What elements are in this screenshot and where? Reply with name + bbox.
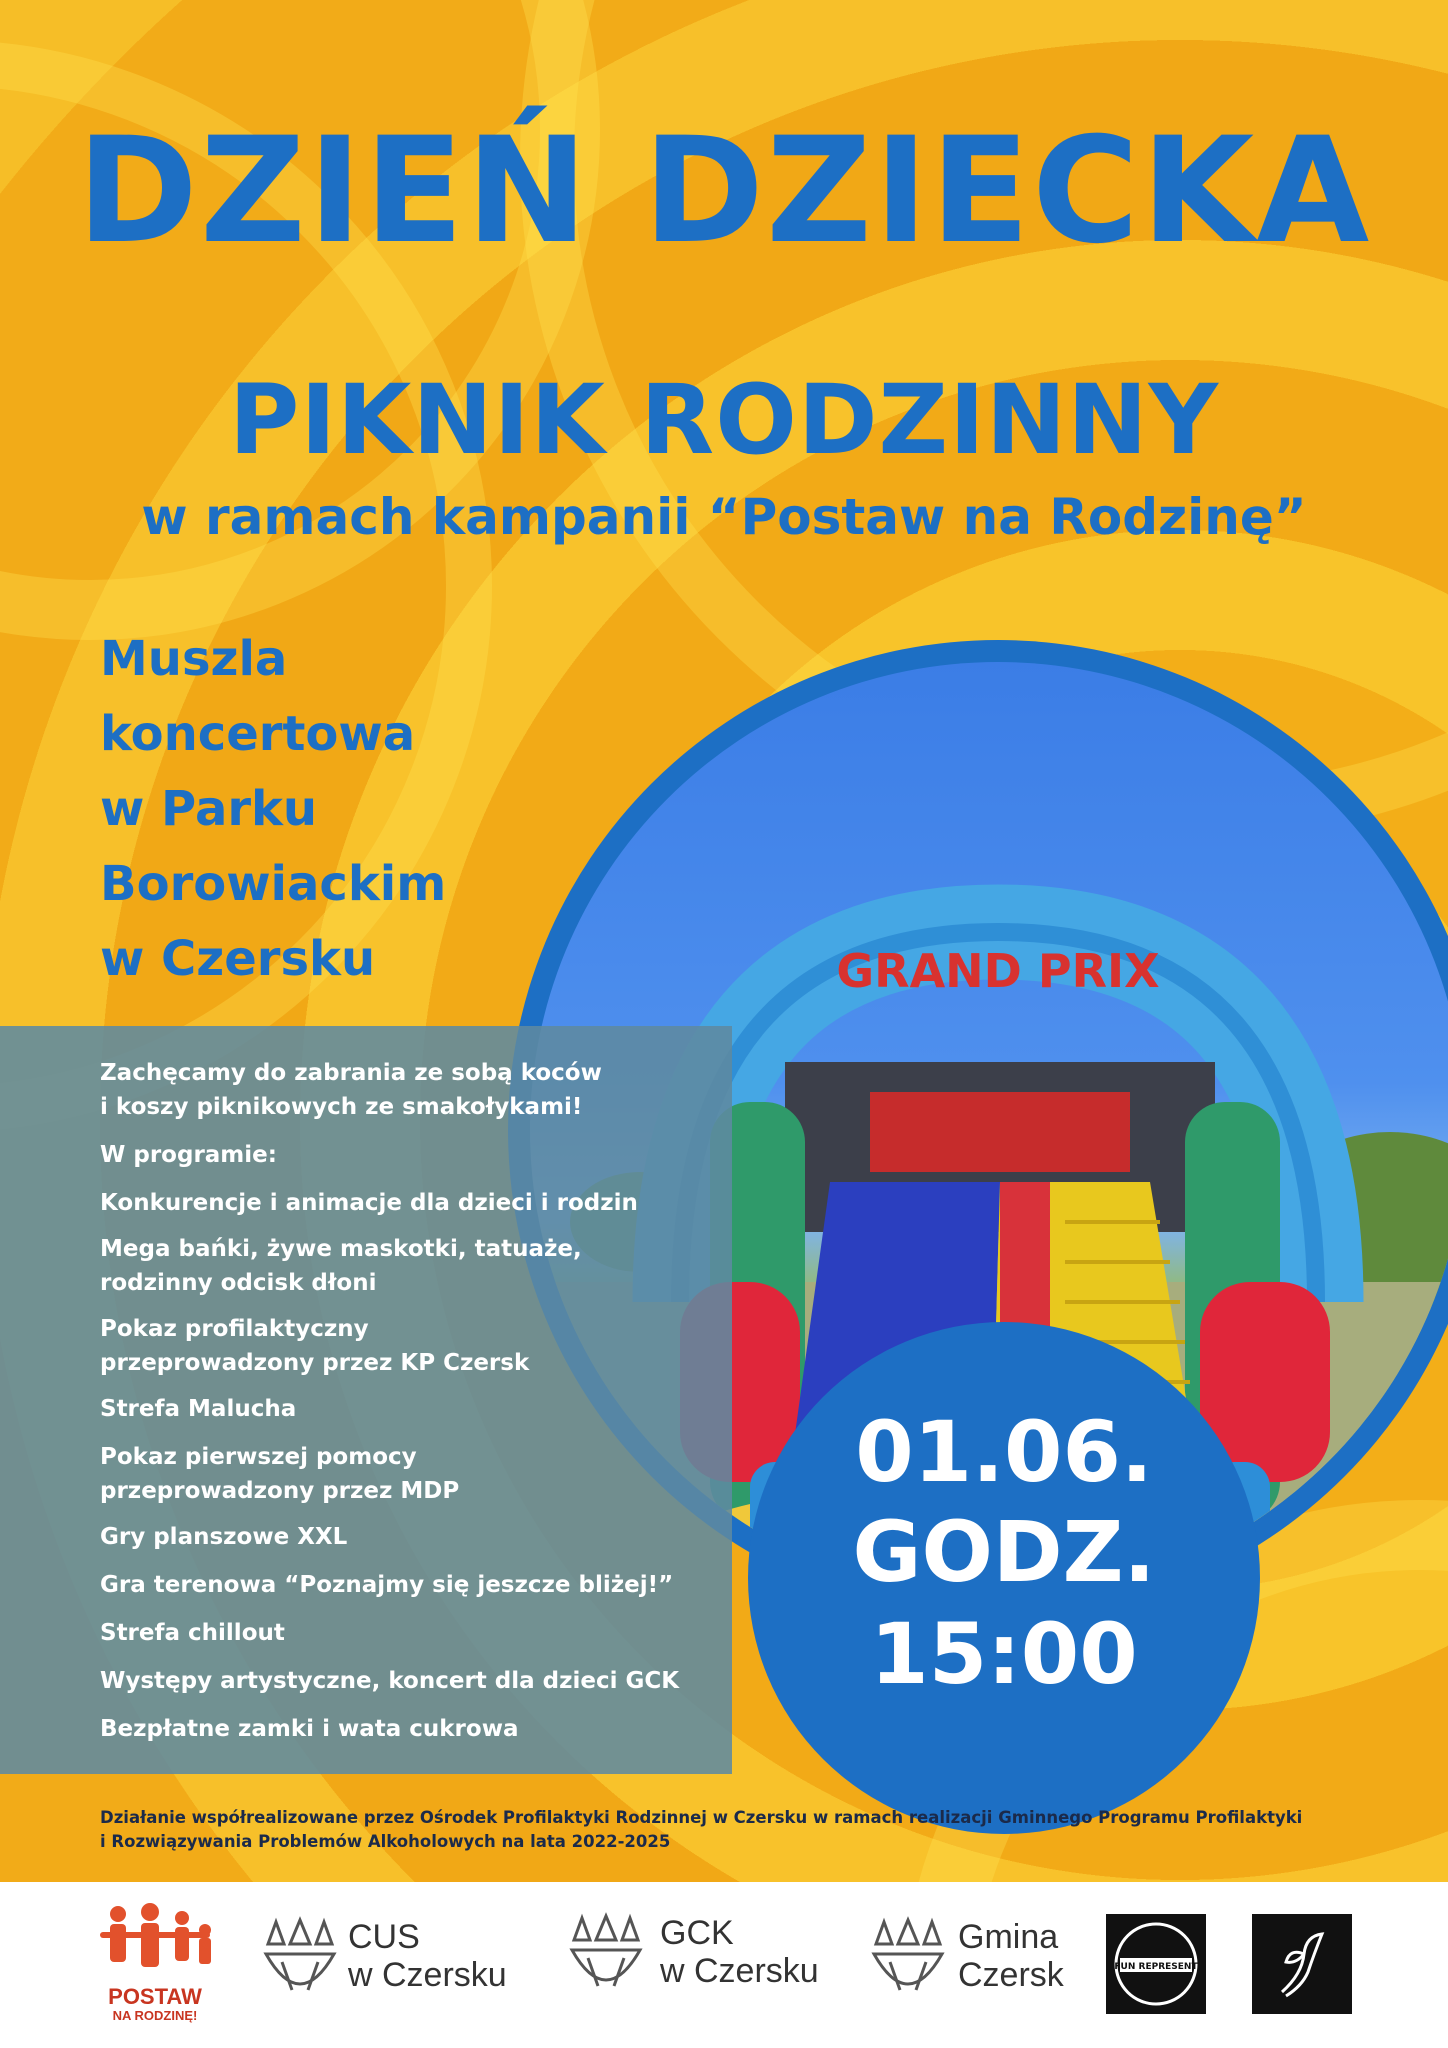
program-item	[100, 1568, 700, 1602]
event-time: 15:00	[870, 1605, 1138, 1703]
trees-crest-icon	[870, 1914, 946, 2004]
cus-logo-place: w Czersku	[348, 1956, 507, 1994]
program-item-line: Gry planszowe XXL	[100, 1524, 348, 1550]
postaw-logo-subtext: NA RODZINĘ!	[112, 2008, 198, 2023]
program-item-line: Konkurencje i animacje dla dzieci i rodzin	[100, 1190, 638, 1216]
program-item-line: Mega bańki, żywe maskotki, tatuaże,	[100, 1236, 582, 1262]
leaf-logo	[1252, 1914, 1352, 2014]
program-item	[100, 1440, 700, 1508]
program-item-line: Występy artystyczne, koncert dla dzieci GCK	[100, 1668, 680, 1694]
gmina-logo-name: Gmina	[958, 1918, 1059, 1956]
program-intro	[100, 1056, 700, 1124]
venue-line: w Czersku	[100, 931, 376, 987]
funding-note-line: Działanie współrealizowane przez Ośrodek Profilaktyki Rodzinnej w Czersku w ramach realizacji Gminnego Programu Profilaktyki	[100, 1808, 1303, 1827]
program-item	[100, 1392, 700, 1426]
program-item	[100, 1232, 700, 1300]
program-intro-line: i koszy piknikowych ze smakołykami!	[100, 1094, 583, 1120]
program-item-line: rodzinny odcisk dłoni	[100, 1270, 377, 1296]
fun-represent-badge	[1106, 1914, 1206, 2014]
program-item	[100, 1186, 700, 1220]
gck-logo-place: w Czersku	[660, 1952, 819, 1990]
fun-represent-text: FUN REPRESENT	[1114, 1962, 1198, 1972]
program-item-line: Strefa chillout	[100, 1620, 285, 1646]
program-item-line: przeprowadzony przez MDP	[100, 1478, 460, 1504]
program-item-line: Pokaz pierwszej pomocy	[100, 1444, 417, 1470]
program-item	[100, 1712, 700, 1746]
program-item-line: Pokaz profilaktyczny	[100, 1316, 369, 1342]
trees-crest-icon	[262, 1914, 338, 2004]
leaf-icon	[1252, 1914, 1352, 2014]
funding-note-line: i Rozwiązywania Problemów Alkoholowych na lata 2022-2025	[100, 1832, 671, 1851]
gmina-logo-place: Czersk	[958, 1956, 1064, 1994]
program-item	[100, 1520, 700, 1554]
cus-logo-name: CUS	[348, 1918, 420, 1956]
event-title: DZIEŃ DZIECKA	[76, 106, 1372, 276]
grand-prix-label: GRAND PRIX	[836, 944, 1160, 998]
program-item	[100, 1616, 700, 1650]
family-icon	[90, 1902, 220, 1982]
funding-note	[100, 1806, 1380, 1854]
event-hour-label: GODZ.	[852, 1503, 1156, 1601]
venue-line: Borowiackim	[100, 856, 447, 912]
venue-line: Muszla	[100, 631, 288, 687]
program-heading: W programie:	[100, 1142, 277, 1168]
venue-block	[100, 622, 560, 997]
postaw-na-rodzine-logo	[90, 1902, 220, 2024]
venue-line: w Parku	[100, 781, 318, 837]
program-item	[100, 1664, 700, 1698]
postaw-logo-text: POSTAW	[108, 1984, 202, 2009]
program-item	[100, 1312, 700, 1380]
event-subtitle: PIKNIK RODZINNY	[228, 364, 1220, 476]
venue-line: koncertowa	[100, 706, 416, 762]
program-item-line: Gra terenowa “Poznajmy się jeszcze bliżej!”	[100, 1572, 674, 1598]
campaign-line: w ramach kampanii “Postaw na Rodzinę”	[141, 488, 1307, 546]
trees-crest-icon	[568, 1910, 644, 2000]
gck-logo-name: GCK	[660, 1914, 734, 1952]
program-item-line: przeprowadzony przez KP Czersk	[100, 1350, 530, 1376]
program-intro-line: Zachęcamy do zabrania ze sobą koców	[100, 1060, 602, 1086]
fun-represent-logo	[1106, 1914, 1206, 2014]
program-panel	[0, 1026, 732, 1774]
program-item-line: Strefa Malucha	[100, 1396, 297, 1422]
program-item-line: Bezpłatne zamki i wata cukrowa	[100, 1716, 519, 1742]
event-date: 01.06.	[855, 1403, 1153, 1501]
